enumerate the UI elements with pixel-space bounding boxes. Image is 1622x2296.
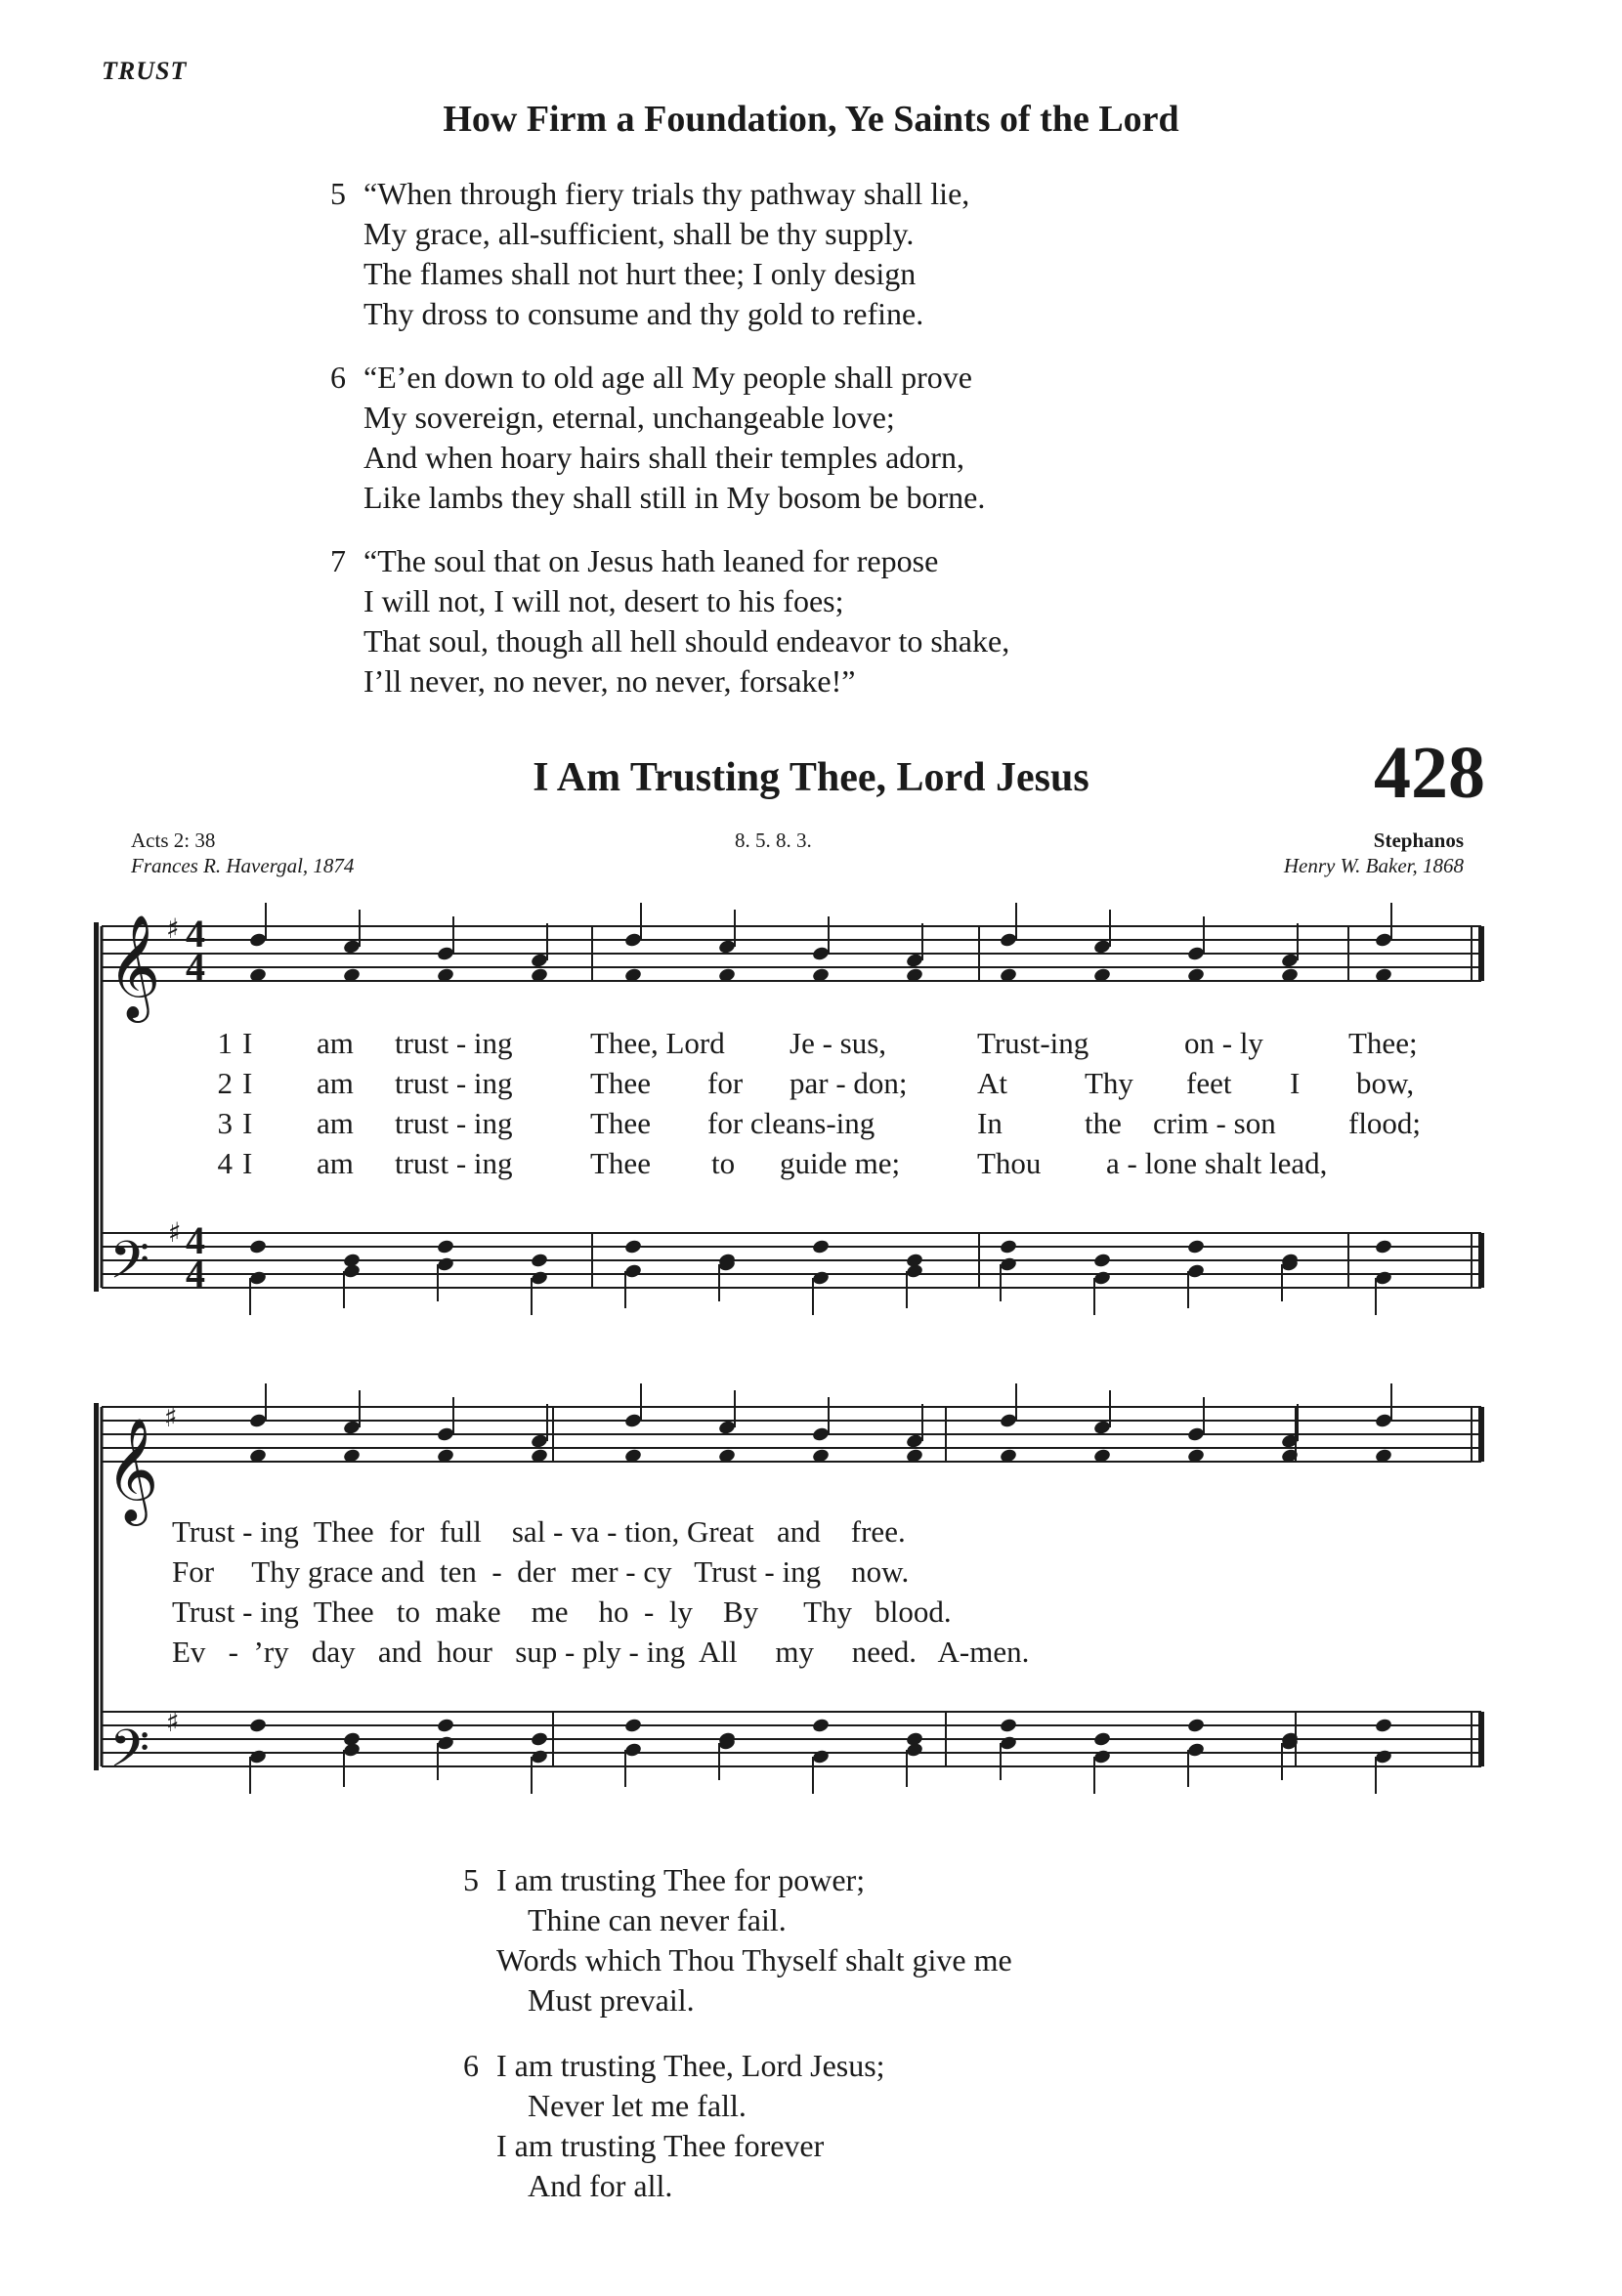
lyric-syllable: on - ly	[1184, 1026, 1263, 1060]
note-head	[342, 1263, 361, 1280]
note-head	[530, 953, 548, 969]
section-label: TRUST	[102, 57, 188, 85]
system-bracket	[94, 1403, 99, 1770]
lyric-syllable: par - don;	[790, 1066, 908, 1100]
note-head	[905, 1433, 923, 1450]
lyric-syllable: a - lone shalt lead,	[1106, 1146, 1328, 1180]
note-head	[999, 1413, 1017, 1429]
lyric-syllable: trust - ing	[395, 1106, 513, 1140]
note-head	[248, 1270, 267, 1287]
note-head	[811, 946, 830, 962]
stanza-line: Thine can never fail.	[528, 1902, 787, 1937]
system-bracket	[94, 922, 99, 1292]
svg-text:♯: ♯	[164, 1401, 178, 1433]
note-head	[1186, 1426, 1205, 1443]
note-head	[1374, 1270, 1392, 1287]
note-head	[717, 1420, 736, 1436]
meter: 8. 5. 8. 3.	[735, 829, 812, 852]
lyric-syllable: trust - ing	[395, 1146, 513, 1180]
note-head	[811, 1270, 830, 1287]
note-head	[811, 1426, 830, 1443]
lyric-syllable: to	[711, 1146, 736, 1180]
note-head	[1092, 1253, 1111, 1269]
lyric-syllable: am	[317, 1026, 354, 1060]
note-head	[436, 1256, 454, 1273]
svg-text:𝄢: 𝄢	[109, 1231, 150, 1303]
lyric-syllable: am	[317, 1146, 354, 1180]
note-head	[999, 1256, 1017, 1273]
bass-clef-icon	[109, 1231, 149, 1303]
svg-text:4: 4	[186, 945, 205, 989]
stanza-number: 5	[463, 1862, 479, 1897]
lyric-line: Trust - ing Thee to make me ho - ly By Thy blood.	[172, 1594, 952, 1629]
note-head	[530, 1433, 548, 1450]
verse-number: 3	[217, 1106, 233, 1140]
stanza-line: Thy dross to consume and thy gold to refine.	[363, 296, 924, 331]
lyric-syllable: Thee;	[1348, 1026, 1418, 1060]
note-head	[1186, 1718, 1205, 1734]
note-head	[1374, 932, 1392, 949]
note-head	[999, 1718, 1017, 1734]
note-head	[1374, 1239, 1392, 1255]
note-head	[1374, 1718, 1392, 1734]
stanza-number: 5	[330, 176, 346, 211]
lyric-line: Trust - ing Thee for full sal - va - tion, Great and free.	[172, 1514, 906, 1549]
note-head	[1092, 939, 1111, 956]
stanza-line: Never let me fall.	[528, 2088, 747, 2123]
stanza-line: Words which Thou Thyself shalt give me	[496, 1942, 1012, 1977]
note-head	[1186, 1239, 1205, 1255]
lyric-syllable: Je - sus,	[790, 1026, 887, 1060]
note-head	[342, 1742, 361, 1759]
svg-text:4: 4	[186, 1218, 205, 1262]
lyric-syllable: I	[242, 1026, 253, 1060]
note-head	[1186, 1263, 1205, 1280]
lyric-syllable: bow,	[1356, 1066, 1415, 1100]
lyric-syllable: I	[242, 1066, 253, 1100]
hymn-title: I Am Trusting Thee, Lord Jesus	[533, 755, 1089, 800]
verse-number: 4	[217, 1146, 233, 1180]
note-head	[999, 1239, 1017, 1255]
stanza-line: I am trusting Thee for power;	[496, 1862, 866, 1897]
note-head	[1092, 1731, 1111, 1748]
treble-clef-icon	[107, 914, 160, 1023]
lyric-line: For Thy grace and ten - der mer - cy Trust - ing now.	[172, 1554, 910, 1589]
note-head	[623, 1263, 642, 1280]
music-credit: Henry W. Baker, 1868	[1283, 854, 1464, 877]
hymn-number: 428	[1374, 732, 1485, 814]
scripture-reference: Acts 2: 38	[131, 829, 216, 852]
note-head	[717, 939, 736, 956]
stanza-line: I’ll never, no never, no never, forsake!”	[363, 663, 856, 699]
verse-number: 1	[217, 1026, 233, 1060]
lyric-syllable: At	[977, 1066, 1007, 1100]
svg-text:♯: ♯	[166, 913, 180, 945]
lyric-syllable: flood;	[1348, 1106, 1422, 1140]
note-head	[905, 1263, 923, 1280]
stanza-line: Like lambs they shall still in My bosom be borne.	[363, 480, 986, 515]
stanza-line: And when hoary hairs shall their temples adorn,	[363, 440, 964, 475]
note-head	[811, 1749, 830, 1765]
note-head	[436, 1239, 454, 1255]
note-head	[811, 1239, 830, 1255]
note-head	[1186, 1742, 1205, 1759]
lyric-syllable: Thou	[977, 1146, 1042, 1180]
stanza-line: And for all.	[528, 2168, 673, 2203]
lyric-syllable: Thy	[1085, 1066, 1133, 1100]
lyric-line: Ev - ’ry day and hour sup - ply - ing All my need. A-men.	[172, 1635, 1030, 1669]
note-head	[905, 1742, 923, 1759]
stanza-line: I am trusting Thee, Lord Jesus;	[496, 2048, 885, 2083]
stanza-line: The flames shall not hurt thee; I only design	[363, 256, 917, 291]
note-head	[530, 1270, 548, 1287]
stanza-line: My sovereign, eternal, unchangeable love;	[363, 400, 895, 435]
note-head	[1374, 1749, 1392, 1765]
note-head	[248, 1413, 267, 1429]
note-head	[436, 946, 454, 962]
hymn-stanza-5	[463, 1860, 1012, 2020]
stanza-line: “When through fiery trials thy pathway shall lie,	[363, 176, 970, 211]
lyric-syllable: the	[1085, 1106, 1122, 1140]
treble-clef-icon	[106, 1417, 158, 1526]
hymn-stanza-6	[463, 2046, 885, 2206]
note-head	[530, 1253, 548, 1269]
note-head	[623, 1413, 642, 1429]
stanza-line: I am trusting Thee forever	[496, 2128, 825, 2163]
svg-text:4: 4	[186, 1252, 205, 1296]
note-head	[1374, 1413, 1392, 1429]
note-head	[248, 1718, 267, 1734]
previous-hymn-title: How Firm a Foundation, Ye Saints of the Lord	[443, 99, 1179, 140]
note-head	[1092, 1749, 1111, 1765]
note-head	[1092, 1420, 1111, 1436]
lyric-syllable: feet	[1186, 1066, 1232, 1100]
note-head	[623, 1718, 642, 1734]
note-head	[623, 1239, 642, 1255]
stanza-number: 6	[330, 360, 346, 395]
lyric-syllable: for cleans-ing	[707, 1106, 875, 1140]
note-head	[248, 1239, 267, 1255]
note-head	[1186, 946, 1205, 962]
svg-text:𝄢: 𝄢	[109, 1720, 150, 1792]
lyric-syllable: In	[977, 1106, 1003, 1140]
note-head	[623, 932, 642, 949]
stanza-line: I will not, I will not, desert to his foes;	[363, 583, 844, 618]
stanza-line: That soul, though all hell should endeavor to shake,	[363, 623, 1010, 659]
note-head	[999, 932, 1017, 949]
lyric-syllable: for	[707, 1066, 744, 1100]
note-head	[436, 1426, 454, 1443]
note-head	[436, 1735, 454, 1752]
stanza-line: Must prevail.	[528, 1982, 695, 2018]
note-head	[436, 1718, 454, 1734]
note-head	[905, 953, 923, 969]
lyric-syllable: trust - ing	[395, 1066, 513, 1100]
note-head	[530, 1731, 548, 1748]
lyric-syllable: Thee	[590, 1146, 651, 1180]
note-head	[248, 1749, 267, 1765]
lyric-syllable: Thee	[590, 1106, 651, 1140]
words-credit: Frances R. Havergal, 1874	[131, 854, 355, 877]
note-head	[1092, 1270, 1111, 1287]
note-head	[342, 1420, 361, 1436]
tune-name: Stephanos	[1373, 829, 1464, 852]
lyric-syllable: crim - son	[1153, 1106, 1276, 1140]
note-head	[530, 1749, 548, 1765]
stanza-line: My grace, all-sufficient, shall be thy supply.	[363, 216, 915, 251]
svg-text:4: 4	[186, 912, 205, 956]
note-head	[623, 1742, 642, 1759]
stanza-number: 6	[463, 2048, 479, 2083]
lyric-syllable: I	[1290, 1066, 1301, 1100]
bass-clef-icon	[109, 1720, 149, 1792]
lyric-syllable: am	[317, 1066, 354, 1100]
note-head	[342, 939, 361, 956]
note-head	[248, 932, 267, 949]
time-signature	[186, 912, 205, 1296]
svg-text:𝄞: 𝄞	[107, 914, 161, 1018]
lyric-syllable: am	[317, 1106, 354, 1140]
stanza-line: “The soul that on Jesus hath leaned for repose	[363, 543, 939, 578]
note-head	[999, 1735, 1017, 1752]
svg-text:♯: ♯	[166, 1706, 180, 1738]
lyric-syllable: I	[242, 1146, 253, 1180]
lyric-syllable: I	[242, 1106, 253, 1140]
svg-text:♯: ♯	[168, 1216, 182, 1249]
stanza-line: “E’en down to old age all My people shall prove	[363, 360, 972, 395]
lyric-syllable: guide me;	[780, 1146, 901, 1180]
lyric-syllable: Thee	[590, 1066, 651, 1100]
note-head	[811, 1718, 830, 1734]
stanza-number: 7	[330, 543, 346, 578]
verse-number: 2	[217, 1066, 233, 1100]
svg-text:𝄞: 𝄞	[106, 1417, 159, 1521]
lyric-syllable: Trust-ing	[977, 1026, 1089, 1060]
lyric-syllable: trust - ing	[395, 1026, 513, 1060]
lyric-syllable: Thee, Lord	[590, 1026, 725, 1060]
note-head	[1280, 953, 1299, 969]
